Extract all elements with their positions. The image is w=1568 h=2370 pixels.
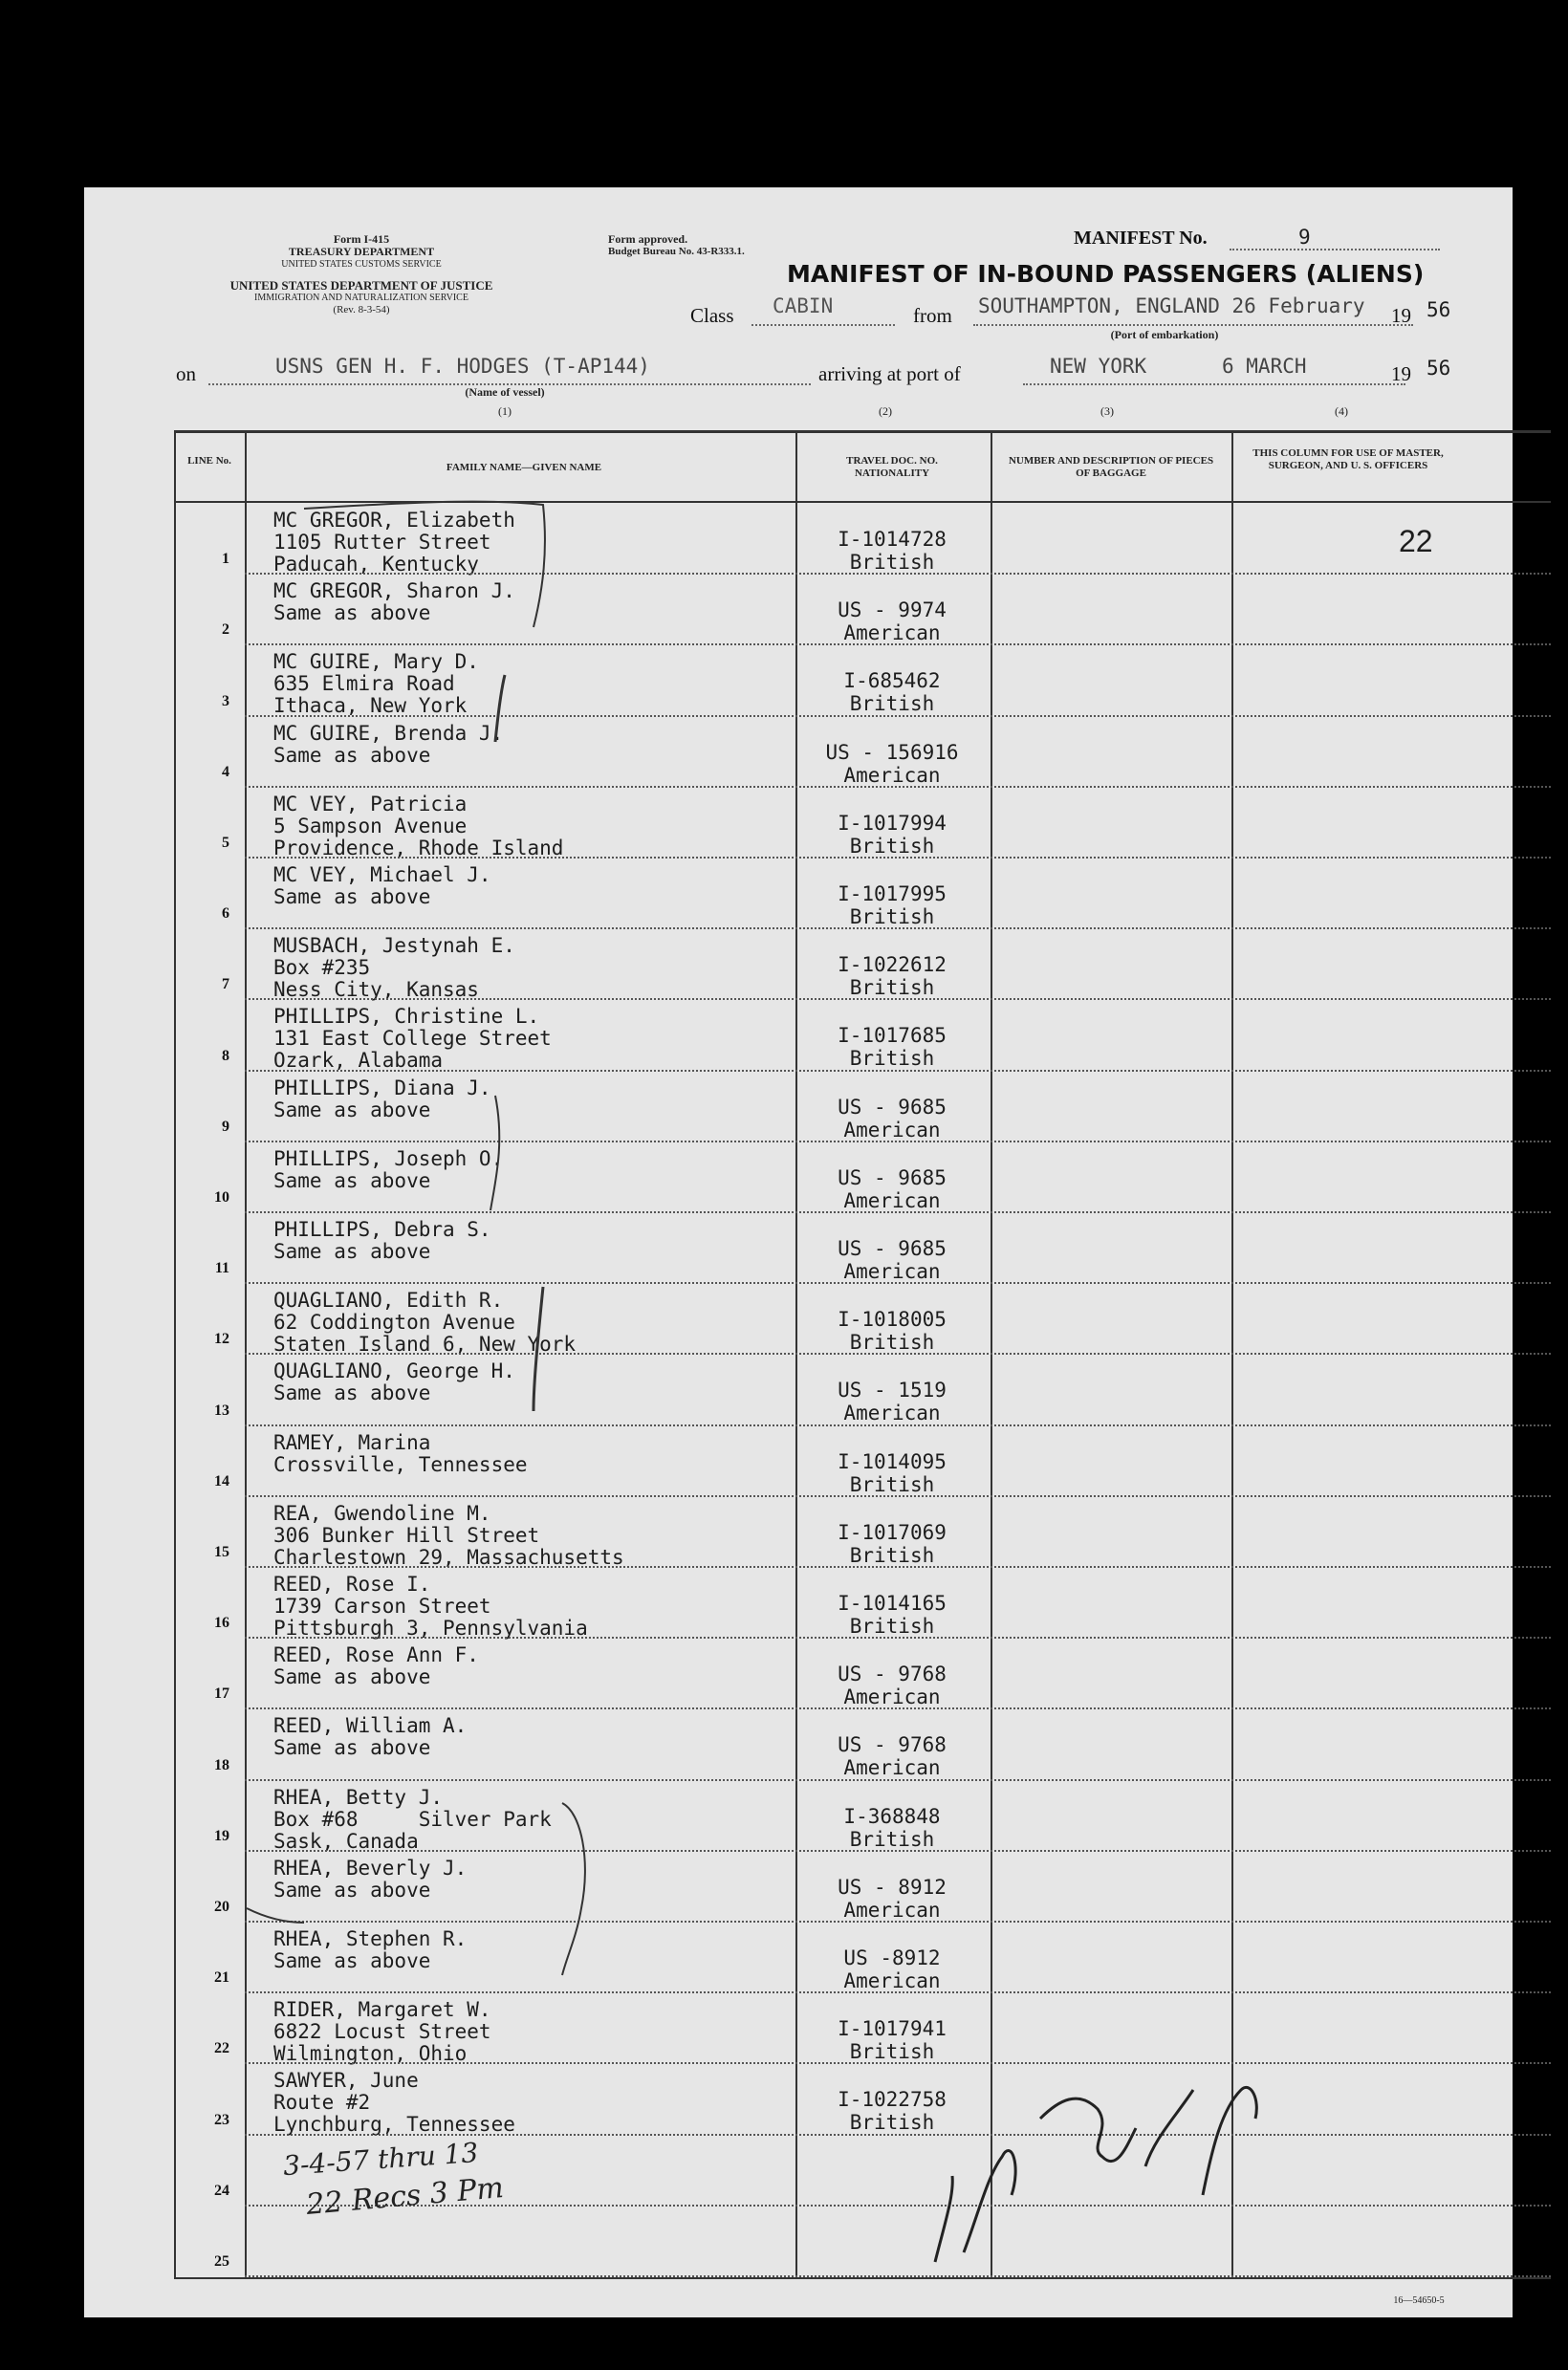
- address-line-2: Ozark, Alabama: [273, 1049, 444, 1073]
- col-header-officers: THIS COLUMN FOR USE OF MASTER, SURGEON, AND U. S. OFFICERS: [1252, 447, 1444, 471]
- port-caption: (Port of embarkation): [1110, 328, 1219, 341]
- vessel-caption: (Name of vessel): [465, 385, 545, 399]
- address-line-1: Route #2: [273, 2091, 371, 2115]
- nationality: British: [849, 2040, 935, 2064]
- address-line-1: 635 Elmira Road: [273, 672, 455, 696]
- address-line-1: Same as above: [273, 1168, 431, 1192]
- address-line-2: Pittsburgh 3, Pennsylvania: [273, 1617, 588, 1640]
- address-line-1: Box #68 Silver Park: [273, 1807, 552, 1831]
- travel-doc-number: US - 9685: [838, 1095, 947, 1119]
- passenger-name: RHEA, Betty J.: [273, 1785, 444, 1809]
- passenger-name: PHILLIPS, Debra S.: [273, 1218, 491, 1241]
- passenger-name: MC VEY, Patricia: [273, 792, 468, 815]
- line-number: 15: [214, 1543, 229, 1560]
- handwritten-note-line-1: 3-4-57 thru 13: [282, 2136, 480, 2183]
- year-prefix-1: 19: [1391, 304, 1411, 327]
- nationality: British: [849, 976, 935, 1000]
- address-line-1: Same as above: [273, 1381, 431, 1405]
- nationality: British: [849, 1543, 935, 1567]
- manifest-title: MANIFEST OF IN-BOUND PASSENGERS (ALIENS): [787, 260, 1425, 288]
- passenger-name: MUSBACH, Jestynah E.: [273, 934, 515, 958]
- dept-line-4: IMMIGRATION AND NATURALIZATION SERVICE: [254, 293, 468, 303]
- nationality: British: [849, 1331, 935, 1355]
- passenger-name: MC GREGOR, Elizabeth: [273, 509, 515, 532]
- col-num-1: (1): [498, 404, 512, 418]
- address-line-1: 131 East College Street: [273, 1027, 552, 1051]
- on-label: on: [176, 362, 196, 385]
- travel-doc-number: I-1018005: [838, 1308, 947, 1332]
- address-line-1: 306 Bunker Hill Street: [273, 1523, 540, 1547]
- col-num-4: (4): [1335, 404, 1348, 418]
- travel-doc-number: I-1017995: [838, 882, 947, 905]
- line-number: 5: [222, 834, 229, 851]
- line-number: 16: [214, 1615, 229, 1632]
- travel-doc-number: I-1017069: [838, 1520, 947, 1544]
- address-line-1: Same as above: [273, 1240, 431, 1263]
- port-value: NEW YORK: [1050, 355, 1147, 378]
- approval-line-1: Form approved.: [608, 232, 688, 246]
- line-number: 21: [214, 1969, 229, 1987]
- nationality: American: [843, 1188, 941, 1212]
- address-line-1: Same as above: [273, 885, 431, 908]
- nationality: British: [849, 692, 935, 716]
- officer-count: 22: [1399, 524, 1433, 558]
- passenger-name: REED, William A.: [273, 1714, 468, 1738]
- address-line-2: Paducah, Kentucky: [273, 553, 479, 576]
- passenger-name: QUAGLIANO, Edith R.: [273, 1289, 504, 1313]
- line-number: 10: [214, 1188, 229, 1206]
- travel-doc-number: I-1022758: [838, 2088, 947, 2112]
- travel-doc-number: I-1017994: [838, 811, 947, 835]
- travel-doc-number: I-1017941: [838, 2017, 947, 2041]
- travel-doc-number: I-1022612: [838, 953, 947, 977]
- address-line-1: Box #235: [273, 956, 371, 980]
- travel-doc-number: US - 8912: [838, 1875, 947, 1899]
- address-line-1: Same as above: [273, 1098, 431, 1121]
- line-number: 7: [222, 976, 229, 993]
- year-value-2: 56: [1426, 357, 1451, 380]
- passenger-name: REED, Rose Ann F.: [273, 1643, 479, 1667]
- dept-line-1: TREASURY DEPARTMENT: [288, 245, 435, 258]
- vessel-value: USNS GEN H. F. HODGES (T-AP144): [275, 355, 650, 378]
- nationality: British: [849, 1615, 935, 1638]
- manifest-no-label: MANIFEST No.: [1074, 228, 1208, 249]
- travel-doc-number: I-1014095: [838, 1449, 947, 1473]
- travel-doc-number: US - 9768: [838, 1733, 947, 1757]
- footer-code: 16—54650-5: [1393, 2295, 1445, 2306]
- address-line-1: 62 Coddington Avenue: [273, 1311, 515, 1335]
- passenger-name: PHILLIPS, Christine L.: [273, 1005, 540, 1029]
- from-value: SOUTHAMPTON, ENGLAND 26 February: [978, 294, 1365, 317]
- dept-line-3: UNITED STATES DEPARTMENT OF JUSTICE: [229, 278, 493, 293]
- travel-doc-number: US - 9974: [838, 598, 947, 622]
- passenger-name: SAWYER, June: [273, 2069, 419, 2093]
- line-number: 18: [214, 1756, 229, 1773]
- line-number: 13: [214, 1402, 229, 1419]
- manifest-no-value: 9: [1298, 226, 1311, 249]
- travel-doc-number: I-1017685: [838, 1024, 947, 1048]
- travel-doc-number: I-685462: [843, 669, 941, 693]
- nationality: American: [843, 1685, 941, 1709]
- dept-line-2: UNITED STATES CUSTOMS SERVICE: [281, 259, 442, 270]
- nationality: American: [843, 621, 941, 645]
- address-line-1: 5 Sampson Avenue: [273, 814, 468, 837]
- nationality: American: [843, 1260, 941, 1283]
- address-line-2: Staten Island 6, New York: [273, 1333, 577, 1357]
- line-number: 22: [214, 2040, 229, 2057]
- year-prefix-2: 19: [1391, 362, 1411, 385]
- line-number: 2: [222, 621, 229, 639]
- line-number: 9: [222, 1118, 229, 1135]
- travel-doc-number: US - 9685: [838, 1165, 947, 1189]
- address-line-2: Ithaca, New York: [273, 694, 468, 718]
- line-number: 17: [214, 1685, 229, 1703]
- passenger-name: QUAGLIANO, George H.: [273, 1359, 515, 1383]
- nationality: British: [849, 1047, 935, 1071]
- passenger-name: PHILLIPS, Joseph O.: [273, 1146, 504, 1170]
- nationality: American: [843, 1898, 941, 1922]
- nationality: British: [849, 1827, 935, 1851]
- col-header-doc: TRAVEL DOC. NO. NATIONALITY: [846, 455, 938, 479]
- class-label: Class: [690, 304, 734, 327]
- col-num-3: (3): [1100, 404, 1114, 418]
- handwritten-note-line-2: 22 Recs 3 Pm: [304, 2171, 506, 2222]
- form-number: Form I-415: [333, 232, 390, 246]
- travel-doc-number: US - 1519: [838, 1379, 947, 1402]
- passenger-name: MC GUIRE, Mary D.: [273, 650, 479, 674]
- nationality: American: [843, 1969, 941, 1992]
- address-line-2: Ness City, Kansas: [273, 978, 479, 1002]
- dept-line-5: (Rev. 8-3-54): [333, 304, 390, 315]
- address-line-2: Wilmington, Ohio: [273, 2042, 468, 2066]
- passenger-name: RAMEY, Marina: [273, 1430, 431, 1454]
- passenger-name: MC GREGOR, Sharon J.: [273, 579, 515, 603]
- line-number: 3: [222, 692, 229, 709]
- passenger-name: MC VEY, Michael J.: [273, 863, 491, 886]
- line-number: 11: [214, 1260, 229, 1277]
- address-line-1: 1739 Carson Street: [273, 1595, 491, 1618]
- nationality: British: [849, 1472, 935, 1496]
- address-line-1: Same as above: [273, 1878, 431, 1902]
- arrival-date: 6 MARCH: [1222, 355, 1307, 378]
- line-number: 25: [214, 2252, 229, 2270]
- passenger-name: RHEA, Beverly J.: [273, 1856, 468, 1880]
- nationality: American: [843, 1756, 941, 1780]
- address-line-1: Same as above: [273, 601, 431, 625]
- line-number: 23: [214, 2111, 229, 2128]
- arriving-label: arriving at port of: [818, 362, 961, 385]
- year-value-1: 56: [1426, 298, 1451, 321]
- address-line-2: Lynchburg, Tennessee: [273, 2113, 515, 2137]
- passenger-name: MC GUIRE, Brenda J.: [273, 721, 504, 745]
- nationality: British: [849, 2111, 935, 2135]
- nationality: British: [849, 551, 935, 574]
- passenger-name: REED, Rose I.: [273, 1573, 431, 1596]
- travel-doc-number: US - 156916: [825, 740, 959, 764]
- address-line-1: Crossville, Tennessee: [273, 1452, 528, 1476]
- line-number: 8: [222, 1047, 229, 1064]
- passenger-name: RHEA, Stephen R.: [273, 1927, 468, 1950]
- manifest-page: [84, 187, 1513, 2317]
- col-header-baggage: NUMBER AND DESCRIPTION OF PIECES OF BAGGAGE: [1008, 455, 1214, 479]
- travel-doc-number: US -8912: [843, 1946, 941, 1969]
- line-number: 14: [214, 1472, 229, 1489]
- line-number: 20: [214, 1898, 229, 1915]
- passenger-name: RIDER, Margaret W.: [273, 1998, 491, 2022]
- nationality: American: [843, 1402, 941, 1425]
- address-line-1: 6822 Locust Street: [273, 2020, 491, 2044]
- address-line-1: Same as above: [273, 743, 431, 767]
- travel-doc-number: I-1014165: [838, 1592, 947, 1615]
- address-line-2: Sask, Canada: [273, 1829, 419, 1853]
- line-number: 19: [214, 1827, 229, 1844]
- line-number: 4: [222, 763, 229, 780]
- line-number: 24: [214, 2182, 229, 2199]
- address-line-2: Providence, Rhode Island: [273, 836, 564, 859]
- address-line-1: Same as above: [273, 1949, 431, 1972]
- travel-doc-number: US - 9768: [838, 1663, 947, 1686]
- col-header-line-no: LINE No.: [187, 455, 231, 467]
- nationality: American: [843, 1118, 941, 1142]
- nationality: British: [849, 905, 935, 928]
- travel-doc-number: US - 9685: [838, 1237, 947, 1260]
- bracket-marks: [84, 187, 1513, 2317]
- from-label: from: [913, 304, 952, 327]
- address-line-2: Charlestown 29, Massachusetts: [273, 1545, 624, 1569]
- travel-doc-number: I-1014728: [838, 528, 947, 551]
- passenger-name: REA, Gwendoline M.: [273, 1501, 491, 1525]
- approval-line-2: Budget Bureau No. 43-R333.1.: [608, 246, 745, 257]
- nationality: British: [849, 834, 935, 858]
- col-header-name: FAMILY NAME—GIVEN NAME: [446, 462, 602, 473]
- line-number: 6: [222, 905, 229, 923]
- address-line-1: Same as above: [273, 1665, 431, 1689]
- class-value: CABIN: [773, 294, 834, 317]
- address-line-1: 1105 Rutter Street: [273, 531, 491, 554]
- line-number: 1: [222, 551, 229, 568]
- col-num-2: (2): [879, 404, 892, 418]
- travel-doc-number: I-368848: [843, 1804, 941, 1828]
- line-number: 12: [214, 1331, 229, 1348]
- address-line-1: Same as above: [273, 1736, 431, 1760]
- passenger-name: PHILLIPS, Diana J.: [273, 1076, 491, 1099]
- nationality: American: [843, 763, 941, 787]
